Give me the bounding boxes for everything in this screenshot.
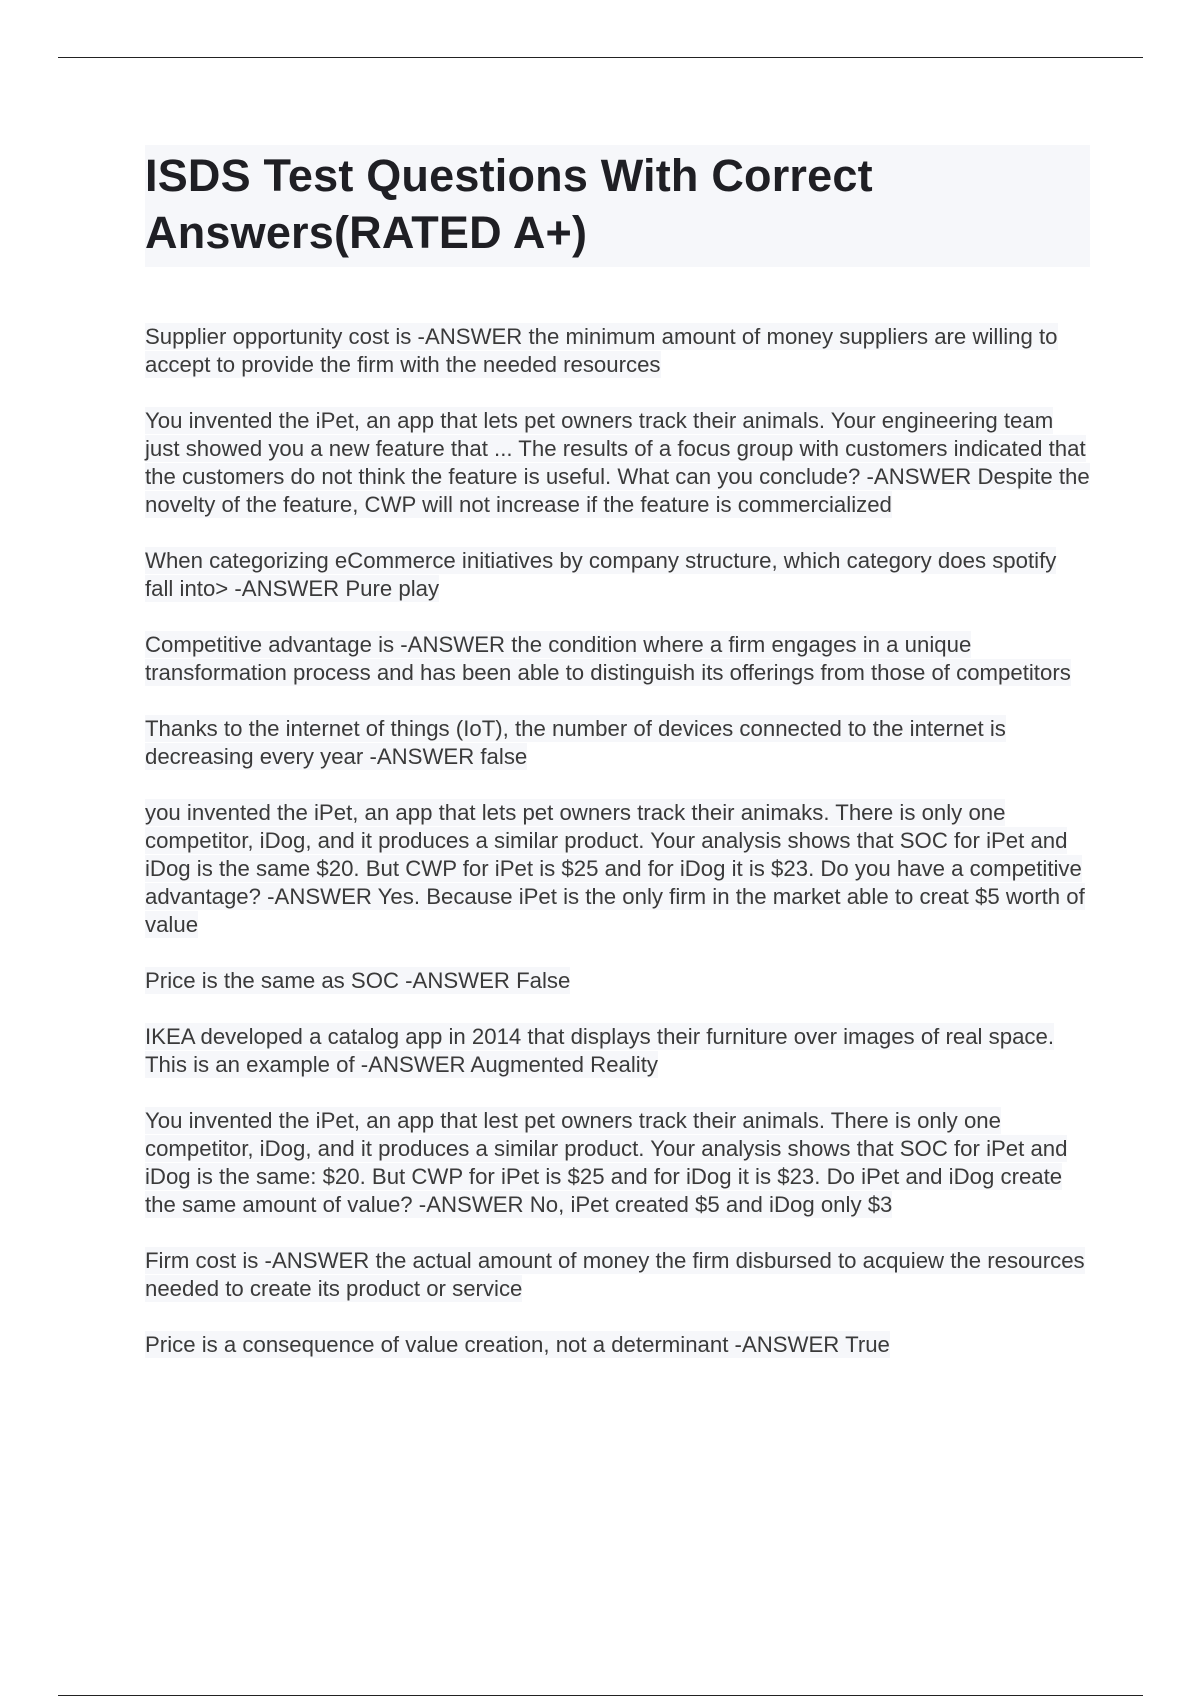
qa-text: IKEA developed a catalog app in 2014 that displays their furniture over images of real space. This is an example of -ANSWER Augmented Reality: [145, 1024, 1055, 1077]
qa-item: [145, 631, 1090, 687]
top-rule: [58, 57, 1143, 58]
qa-text: you invented the iPet, an app that lets pet owners track their animaks. There is only one competitor, iDog, and it produces a similar product. Your analysis shows that SOC for iPet and iDog is the same $20. But CWP for iPet is $25 and for iDog it is $23. Do you have a competitive advantage? -ANSWER Yes. Because iPet is the only firm in the market able to creat $5 worth of value: [145, 800, 1085, 937]
document-content: [145, 145, 1090, 1387]
qa-item: [145, 407, 1090, 519]
qa-text: You invented the iPet, an app that lest pet owners track their animals. There is only one competitor, iDog, and it produces a similar product. Your analysis shows that SOC for iPet and iDog is the same: $20. But CWP for iPet is $25 and for iDog it is $23. Do iPet and iDog create the same amount of value? -ANSWER No, iPet created $5 and iDog only $3: [145, 1108, 1068, 1217]
qa-text: Competitive advantage is -ANSWER the condition where a firm engages in a unique transformation process and has been able to distinguish its offerings from those of competitors: [145, 632, 1071, 685]
qa-item: [145, 547, 1090, 603]
title-block: [145, 145, 1090, 267]
qa-item: [145, 799, 1090, 939]
qa-item: [145, 715, 1090, 771]
qa-text: You invented the iPet, an app that lets pet owners track their animals. Your engineering team just showed you a new feature that ... The results of a focus group with customers indicated that the customers do not think the feature is useful. What can you conclude? -ANSWER Despite the novelty of the feature, CWP will not increase if the feature is commercialized: [145, 408, 1090, 517]
qa-text: Thanks to the internet of things (IoT), the number of devices connected to the internet is decreasing every year -ANSWER false: [145, 716, 1006, 769]
qa-item: [145, 1331, 1090, 1359]
qa-list: [145, 323, 1090, 1359]
qa-item: [145, 323, 1090, 379]
document-title: ISDS Test Questions With Correct Answers(RATED A+): [145, 150, 873, 258]
bottom-rule: [58, 1695, 1143, 1696]
qa-text: Price is the same as SOC -ANSWER False: [145, 968, 571, 993]
qa-text: Price is a consequence of value creation, not a determinant -ANSWER True: [145, 1332, 890, 1357]
qa-item: [145, 1247, 1090, 1303]
qa-item: [145, 1023, 1090, 1079]
qa-item: [145, 1107, 1090, 1219]
qa-text: Firm cost is -ANSWER the actual amount of money the firm disbursed to acquiew the resources needed to create its product or service: [145, 1248, 1085, 1301]
qa-text: When categorizing eCommerce initiatives by company structure, which category does spotify fall into> -ANSWER Pure play: [145, 548, 1057, 601]
qa-item: [145, 967, 1090, 995]
qa-text: Supplier opportunity cost is -ANSWER the minimum amount of money suppliers are willing to accept to provide the firm with the needed resources: [145, 324, 1058, 377]
